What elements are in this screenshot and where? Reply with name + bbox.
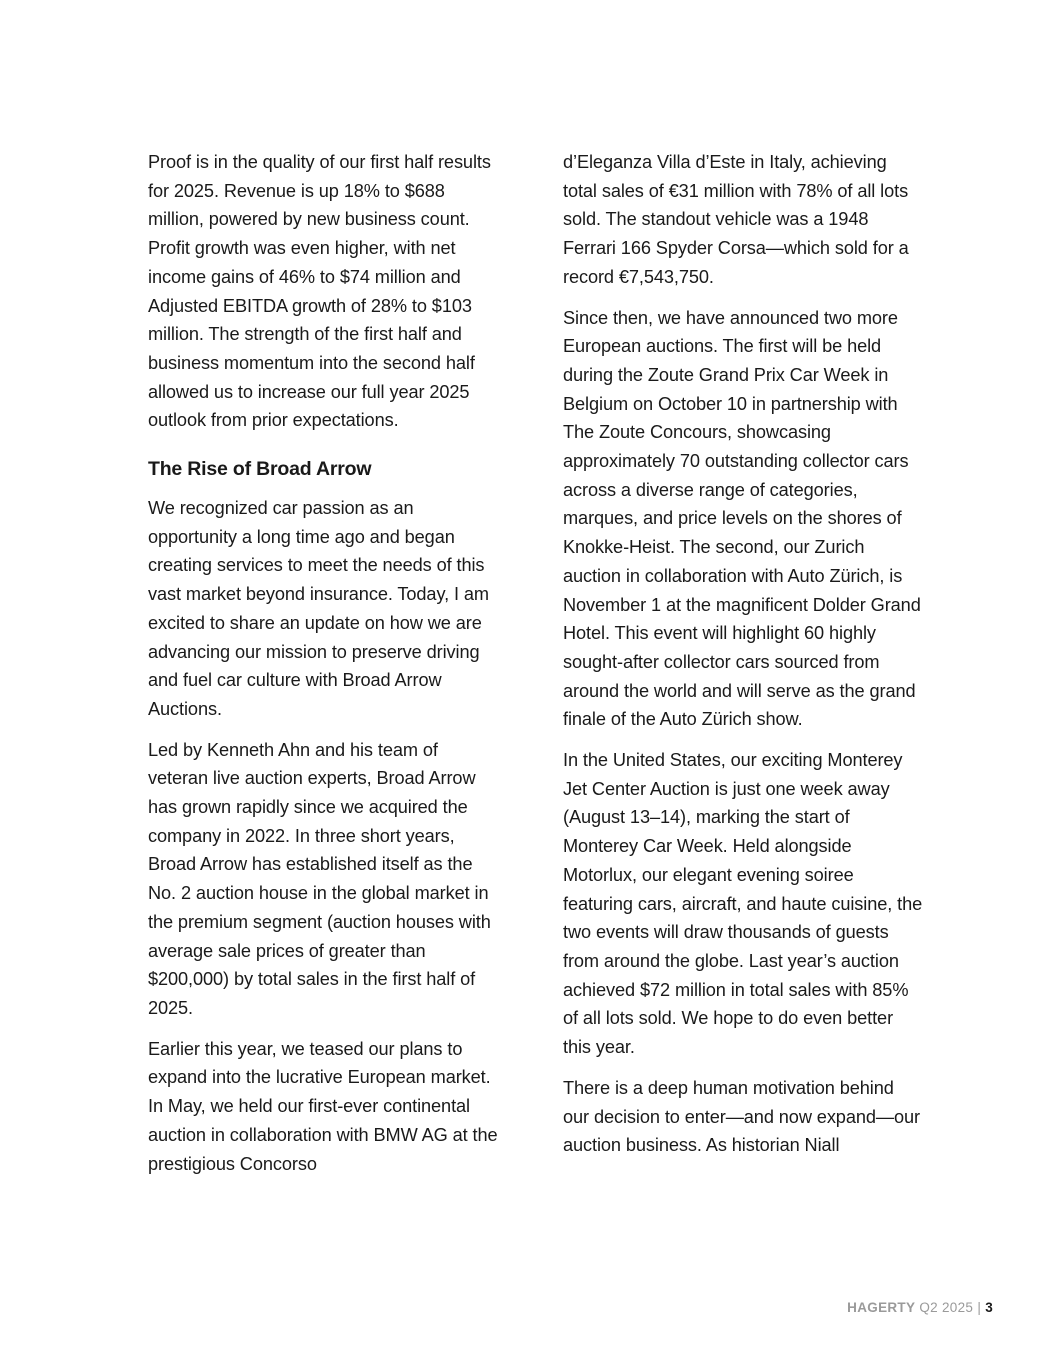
page-number: 3 — [985, 1300, 993, 1315]
section-heading: The Rise of Broad Arrow — [148, 458, 372, 481]
left-column — [148, 148, 498, 1190]
footer-period: Q2 2025 — [919, 1300, 974, 1315]
paragraph-car-passion: We recognized car passion as an opportunity a long time ago and began creating services to meet the needs of this vast market beyond insurance. Today, I am excited to share an update on how we are advancing our mission to preserve driving and fuel car culture with Broad Arrow Auctions. — [148, 498, 489, 719]
paragraph-villa-deste: d’Eleganza Villa d’Este in Italy, achieving total sales of €31 million with 78% of all lots sold. The standout vehicle was a 1948 Ferrari 166 Spyder Corsa—which sold for a record €7,543,750. — [563, 152, 909, 287]
footer-separator: | — [977, 1300, 982, 1315]
paragraph-european-auctions: Since then, we have announced two more European auctions. The first will be held during the Zoute Grand Prix Car Week in Belgium on October 10 in partnership with The Zoute Concours, showcasing approximately 70 outstanding collector cars across a diverse range of categories, marques, and price levels on the shores of Knokke-Heist. The second, our Zurich auction in collaboration with Auto Zürich, is November 1 at the magnificent Dolder Grand Hotel. This event will highlight 60 highly sought-after collector cars sourced from around the world and will serve as the grand finale of the Auto Zürich show. — [563, 307, 921, 730]
paragraph-european-expansion: Earlier this year, we teased our plans to expand into the lucrative European market. In May, we held our first-ever continental auction in collaboration with BMW AG at the prestigious Concorso — [148, 1038, 498, 1174]
paragraph-first-half-results: Proof is in the quality of our first half results for 2025. Revenue is up 18% to $688 million, powered by new business count. Profit growth was even higher, with net income gains of 46% to $74 million and Adjusted EBITDA growth of 28% to $103 million. The strength of the first half and business momentum into the second half allowed us to increase our full year 2025 outlook from prior expectations. — [148, 152, 491, 431]
paragraph-kenneth-ahn: Led by Kenneth Ahn and his team of veteran live auction experts, Broad Arrow has grown rapidly since we acquired the company in 2022. In three short years, Broad Arrow has established itself as the No. 2 auction house in the global market in the premium segment (auction houses with average sale prices of greater than $200,000) by total sales in the first half of 2025. — [148, 739, 491, 1018]
page-footer — [847, 1300, 993, 1315]
paragraph-monterey: In the United States, our exciting Monterey Jet Center Auction is just one week away (August 13–14), marking the start of Monterey Car Week. Held alongside Motorlux, our elegant evening soiree featuring cars, aircraft, and haute cuisine, the two events will draw thousands of guests from around the globe. Last year’s auction achieved $72 million in total sales with 85% of all lots sold. We hope to do even better this year. — [563, 750, 923, 1058]
paragraph-motivation: There is a deep human motivation behind our decision to enter—and now expand—our auction business. As historian Niall — [563, 1077, 920, 1156]
footer-brand: HAGERTY — [847, 1300, 916, 1315]
right-column — [563, 148, 923, 1172]
